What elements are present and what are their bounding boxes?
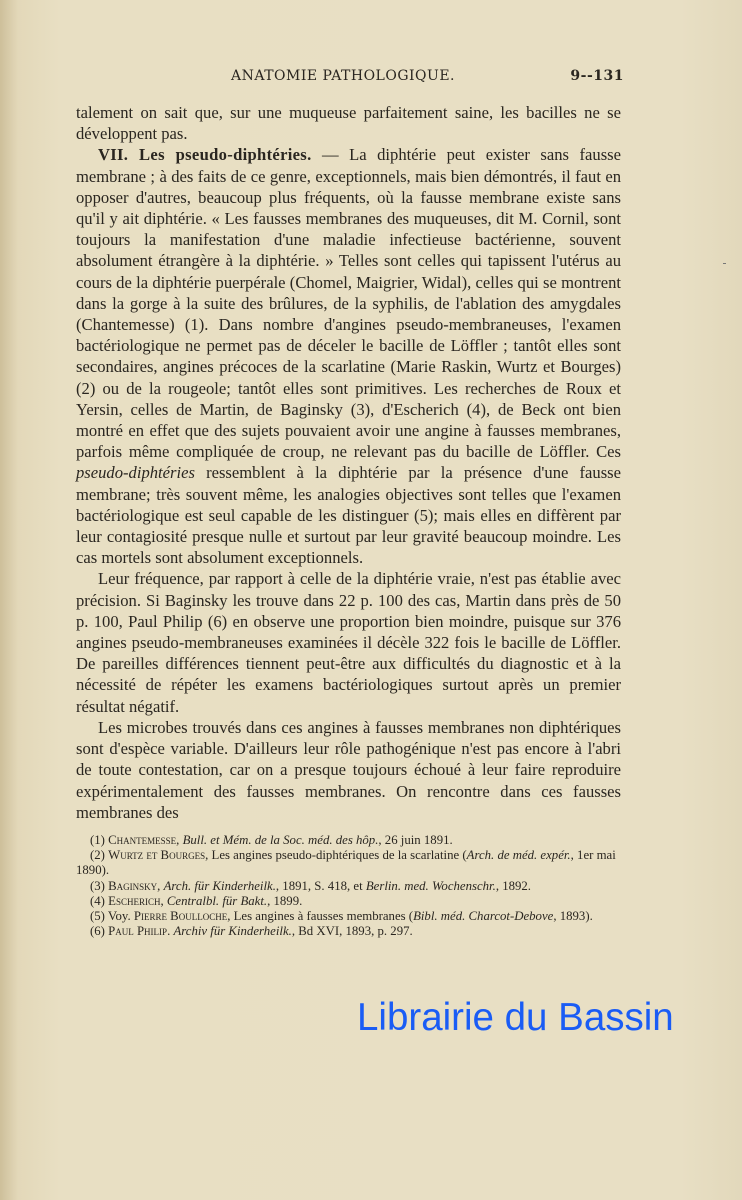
paragraph-microbes: Les microbes trouvés dans ces angines à fausses membranes non diphtériques sont d'espèce variable. D'ailleurs leur rôle pathogénique n'est pas encore à l'abri de toute contestation, car on a presque toujours échoué à leur faire reproduire expérimentalement des fausses membranes. On rencontre dans ces fausses membranes des <box>76 717 621 822</box>
footnote-author: Escherich <box>108 893 161 908</box>
footnote-prefix: Voy. <box>107 908 134 923</box>
footnote-2 <box>76 848 621 878</box>
footnote-sep: , <box>205 848 212 863</box>
footnote-number: (1) <box>90 832 105 847</box>
running-head <box>76 68 624 90</box>
footnote-author: Pierre Boulloche <box>133 908 228 923</box>
footnote-number: (5) <box>90 908 105 923</box>
footnote-3 <box>76 879 621 894</box>
footnotes <box>76 833 621 939</box>
footnote-4 <box>76 894 621 909</box>
footnote-sep: , <box>176 832 183 847</box>
footnote-rest: , 26 juin 1891. <box>378 832 453 847</box>
footnote-rest: , Bd XVI, 1893, p. 297. <box>291 924 413 939</box>
footnote-author: Baginsky <box>108 878 158 893</box>
book-page <box>76 68 624 939</box>
italic-term: pseudo-diphtéries <box>76 463 195 483</box>
footnote-source: Centralbl. für Bakt. <box>166 893 268 908</box>
footnote-title: Les angines pseudo-diphtériques de la scarlatine ( <box>211 848 467 863</box>
footnote-rest: , 1899. <box>267 893 303 908</box>
footnote-mid: , 1891, S. 418, et <box>275 878 366 893</box>
footnote-5 <box>76 909 621 924</box>
footnote-source: Arch. de méd. expér. <box>466 848 571 863</box>
footnote-author: Wurtz et Bourges <box>108 848 206 863</box>
page-number: 9--131 <box>570 68 624 84</box>
footnote-sep: , <box>157 878 164 893</box>
footnote-number: (4) <box>90 893 105 908</box>
footnote-rest: , 1893). <box>553 908 593 923</box>
footnote-sep: , <box>227 908 234 923</box>
footnote-source: Arch. für Kinderheilk. <box>163 878 276 893</box>
paragraph-text: ressemblent à la diphtérie par la présence d'une fausse membrane; très souvent même, les analogies objectives sont telles que l'examen bactériologique est seul capable de les distinguer (5); mais elles en diffèrent par leur contagiosité presque nulle et surtout par leur gravité beaucoup moindre. Les cas mortels sont absolument exceptionnels. <box>76 463 621 568</box>
footnote-source-2: Berlin. med. Wochenschr. <box>365 878 496 893</box>
footnote-author: Chantemesse <box>108 832 177 847</box>
footnote-sep: , <box>160 893 167 908</box>
footnote-source: Bibl. méd. Charcot-Debove <box>413 908 554 923</box>
footnote-sep: . <box>167 924 174 939</box>
footnote-number: (6) <box>90 924 105 939</box>
footnote-rest: , 1er mai 1890). <box>76 848 616 878</box>
footnote-author: Paul Philip <box>108 924 168 939</box>
footnote-6 <box>76 924 621 939</box>
footnote-number: (2) <box>90 848 105 863</box>
paragraph-frequence: Leur fréquence, par rapport à celle de la diphtérie vraie, n'est pas établie avec précision. Si Baginsky les trouve dans 22 p. 100 des cas, Martin dans près de 50 p. 100, Paul Philip (6) en observe une proportion bien moindre, puisque sur 376 angines pseudo-membraneuses examinées il décèle 322 fois le bacille de Löffler. De pareilles différences tiennent peut-être aux difficultés du diagnostic et à la nécessité de répéter les examens bactériologiques surtout après un premier résultat négatif. <box>76 569 621 716</box>
margin-speck <box>723 263 726 264</box>
footnote-rest: , 1892. <box>495 878 532 893</box>
body-text <box>76 102 621 823</box>
footnote-title: Les angines à fausses membranes ( <box>233 908 414 923</box>
footnote-source: Archiv für Kinderheilk. <box>173 924 292 939</box>
paragraph-continuation: talement on sait que, sur une muqueuse parfaitement saine, les bacilles ne se développent pas. <box>76 103 621 144</box>
paragraph-text: — La diphtérie peut exister sans fausse membrane ; à des faits de ce genre, exceptionnels, mais bien démontrés, il faut en opposer d'autres, beaucoup plus fréquents, où la fausse membrane existe sans qu'il y ait diphtérie. « Les fausses membranes des muqueuses, dit M. Cornil, sont toujours la manifestation d'une maladie infectieuse bactérienne, souvent absolument étrangère à la diphtérie. » Telles sont celles qui tapissent l'utérus au cours de la diphtérie puerpérale (Chomel, Maigrier, Widal), celles qui se montrent dans la gorge à la suite des brûlures, de la syphilis, de l'ablation des amygdales (Chantemesse) (1). Dans nombre d'angines pseudo-membraneuses, l'examen bactériologique ne permet pas de déceler le bacille de Löffler ; tantôt elles sont secondaires, angines précoces de la scarlatine (Marie Raskin, Wurtz et Bourges) (2) ou de la rougeole; tantôt elles sont primitives. Les recherches de Roux et Yersin, celles de Martin, de Baginsky (3), d'Escherich (4), de Beck ont bien montré en effet que des sujets pouvaient avoir une angine à fausses membranes, parfois même compliquée de croup, ne relevant pas du bacille de Löffler. Ces <box>76 145 621 462</box>
watermark-librairie-du-bassin: Librairie du Bassin <box>357 996 674 1039</box>
footnote-number: (3) <box>90 878 105 893</box>
running-title: ANATOMIE PATHOLOGIQUE. <box>231 68 455 84</box>
paragraph-pseudo-diphteries <box>76 144 621 568</box>
footnote-1 <box>76 833 621 848</box>
footnote-source: Bull. et Mém. de la Soc. méd. des hôp. <box>182 832 379 847</box>
section-heading: VII. Les pseudo-diphtéries. <box>98 145 312 165</box>
